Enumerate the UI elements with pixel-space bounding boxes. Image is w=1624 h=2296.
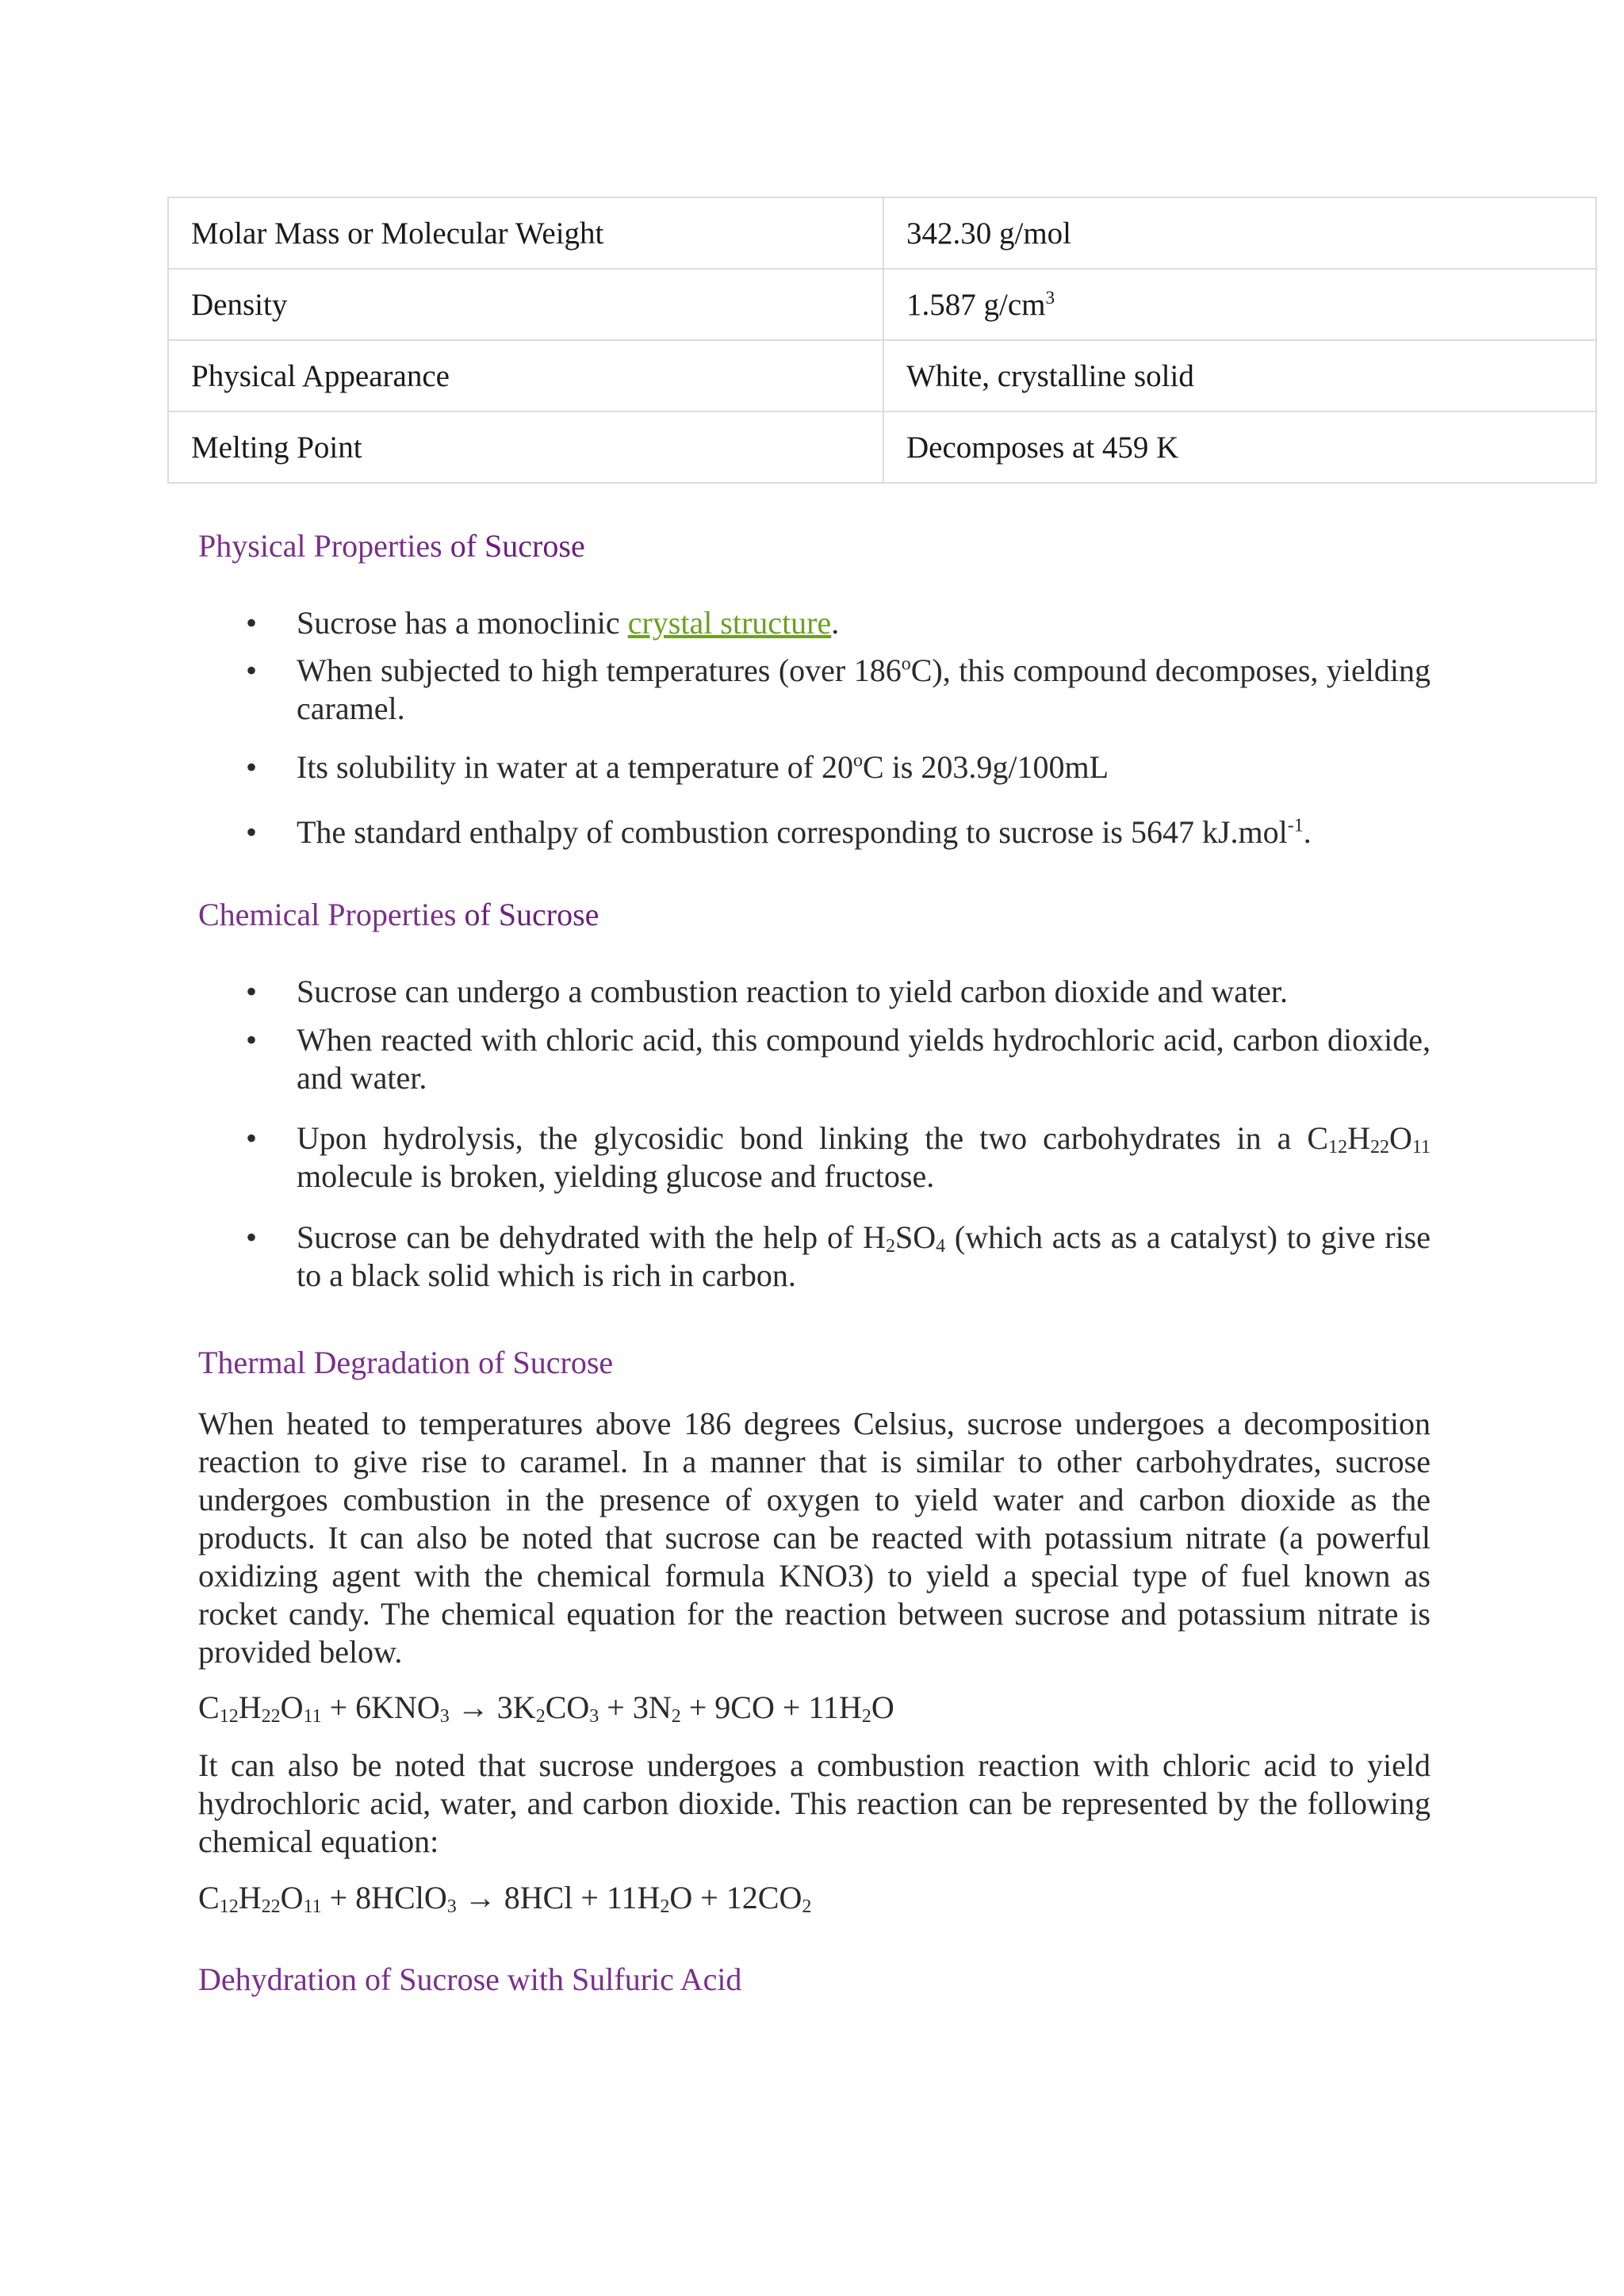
- chemical-properties-heading: Chemical Properties of Sucrose: [198, 897, 599, 932]
- thermal-paragraph-1: When heated to temperatures above 186 degrees Celsius, sucrose undergoes a decomposition reaction to give rise to caramel. In a manner that is similar to other carbohydrates, sucrose undergoes combustion in the presence of oxygen to yield water and carbon dioxide as the products. It can also be noted that sucrose can be reacted with potassium nitrate (a powerful oxidizing agent with the chemical formula KNO3) to yield a special type of fuel known as rocket candy. The chemical equation for the reaction between sucrose and potassium nitrate is provided below.: [198, 1406, 1431, 1670]
- table-cell-label: Molar Mass or Molecular Weight: [168, 197, 883, 269]
- list-item: • Sucrose can undergo a combustion reaction to yield carbon dioxide and water.: [246, 974, 1288, 1009]
- table-row: [168, 411, 1596, 483]
- table-cell-label: Melting Point: [168, 411, 883, 483]
- equation-chloric-acid: $C_{12}H_{22}O_{11}$ + 8HClO$_3$ → $8HCl + 11H_2O + 12CO_2$: [198, 1880, 812, 1918]
- table-cell-label: Physical Appearance: [168, 340, 883, 411]
- thermal-degradation-heading: Thermal Degradation of Sucrose: [198, 1345, 614, 1380]
- table-cell-label: Density: [168, 269, 883, 340]
- properties-table: [167, 197, 1597, 484]
- table-row: [168, 269, 1596, 340]
- thermal-paragraph-2: It can also be noted that sucrose undergoes a combustion reaction with chloric acid to yield hydrochloric acid, water, and carbon dioxide. This reaction can be represented by the following chemical equation:: [198, 1747, 1431, 1859]
- dehydration-heading: Dehydration of Sucrose with Sulfuric Acid: [198, 1961, 742, 1997]
- list-item: • Sucrose has a monoclinic crystal structure.: [246, 605, 840, 641]
- equation-potassium-nitrate: $C_{12}H_{22}O_{11} + 6KNO_3 \to 3K_2CO_3 + 3N_2 + 9CO + 11H_2O$: [198, 1689, 894, 1728]
- list-item: • Its solubility in water at a temperature of 20$^o$C is 203.9g/100mL: [246, 749, 1109, 785]
- table-row: [168, 340, 1596, 411]
- crystal-structure-link[interactable]: crystal structure: [627, 605, 832, 641]
- list-item: • When subjected to high temperatures (over 186$^o$C), this compound decomposes, yielding caramel.: [246, 652, 1431, 726]
- list-item: • When reacted with chloric acid, this compound yields hydrochloric acid, carbon dioxide, and water.: [246, 1022, 1431, 1096]
- list-item: • The standard enthalpy of combustion corresponding to sucrose is 5647 kJ.mol$^{-1}$.: [246, 814, 1312, 850]
- table-row: [168, 197, 1596, 269]
- physical-properties-heading: Physical Properties of Sucrose: [198, 528, 585, 564]
- table-cell-value: 1.587 $g/cm^3$: [883, 269, 1596, 340]
- table-cell-value: White, crystalline solid: [883, 340, 1596, 411]
- table-cell-value: Decomposes at 459 K: [883, 411, 1596, 483]
- list-item: • Upon hydrolysis, the glycosidic bond linking the two carbohydrates in a $C_{12}H_{22}O_{11}$ molecule is broken, yielding glucose and fructose.: [246, 1120, 1431, 1194]
- list-item: • Sucrose can be dehydrated with the help of $H_2SO_4$ (which acts as a catalyst) to give rise to a black solid which is rich in carbon.: [246, 1219, 1431, 1293]
- table-cell-value: 342.30 g/mol: [883, 197, 1596, 269]
